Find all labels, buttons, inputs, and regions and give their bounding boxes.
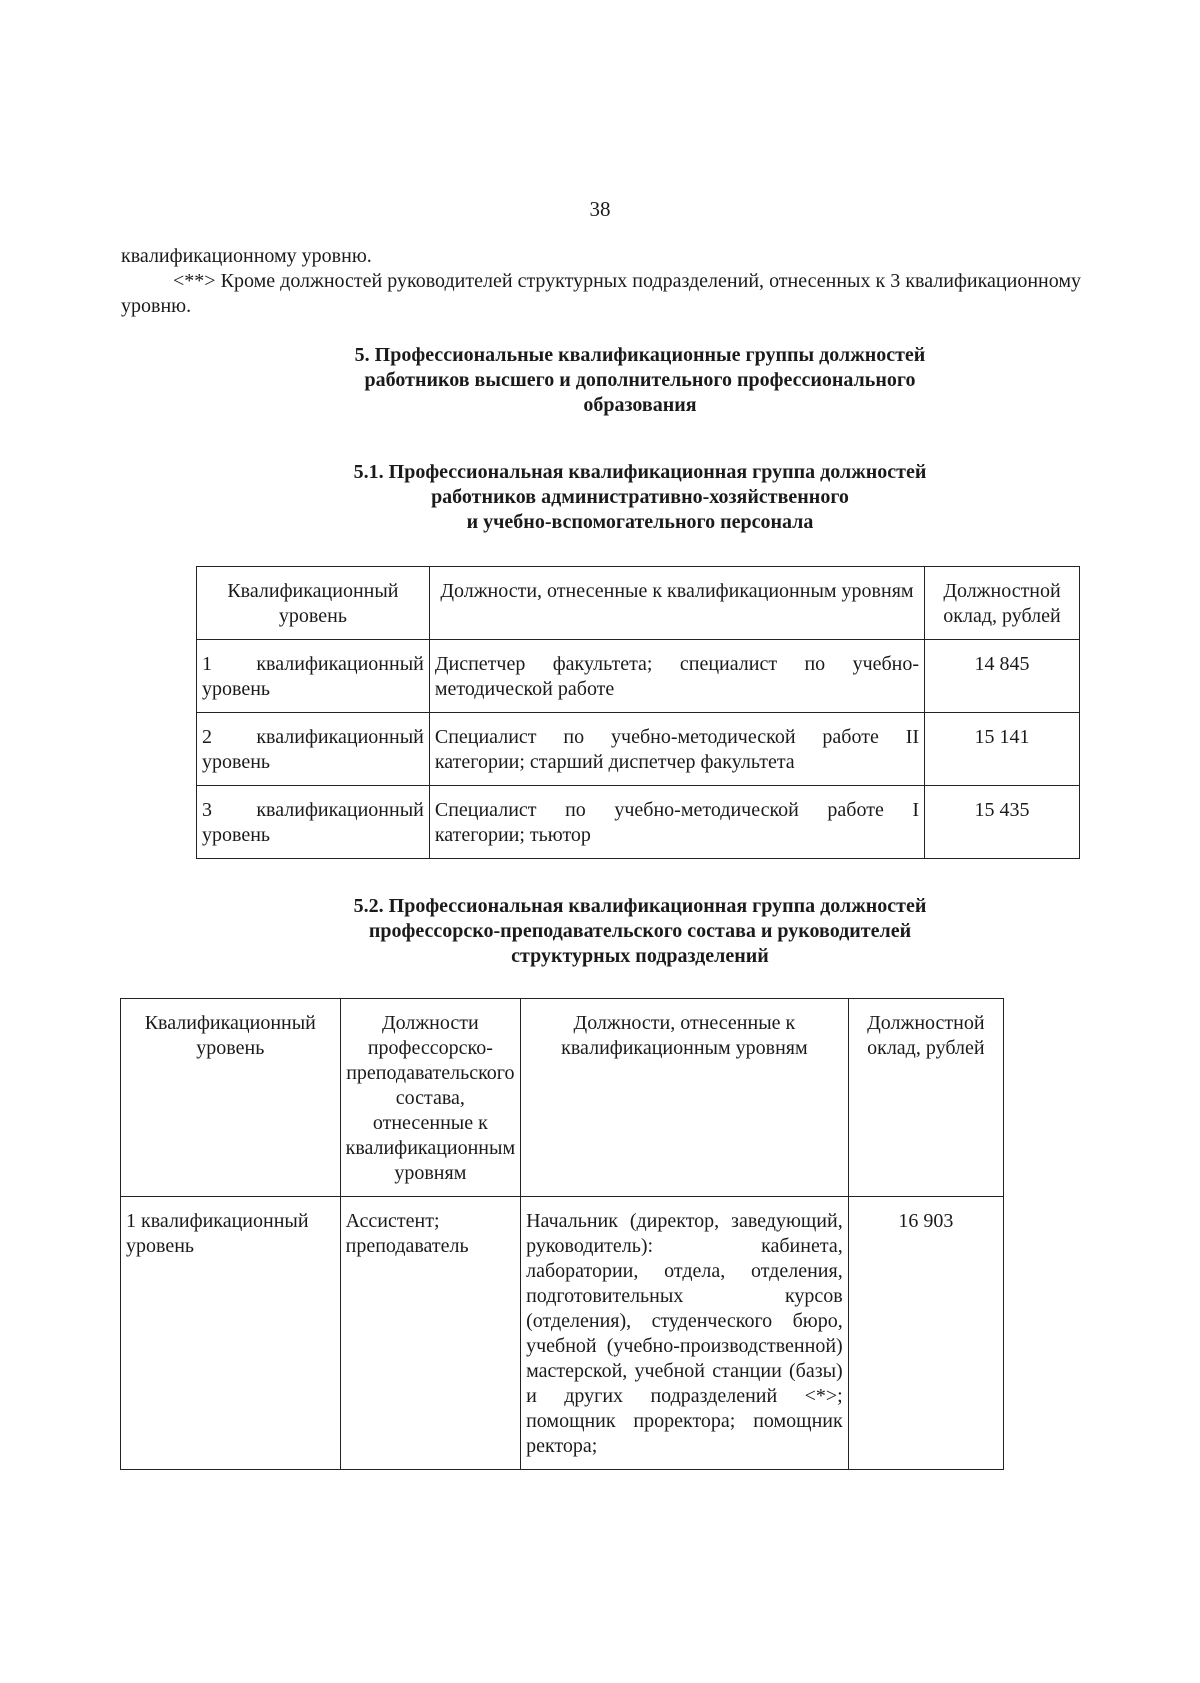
- positions-cell: Начальник (директор, заведующий, руководитель): кабинета, лаборатории, отдела, отделения, подготовительных курсов (отделения), студенческого бюро, учебной (учебно-производственной) мастерской, учебной станции (базы) и других подразделений <*>; помощник проректора; помощник ректора;: [521, 1197, 849, 1470]
- salary-cell: 16 903: [848, 1197, 1003, 1470]
- section-5-2-heading: [200, 894, 1080, 969]
- section-5-heading: [200, 343, 1080, 418]
- intro-text: [121, 244, 1081, 319]
- positions-cell: Специалист по учебно-методической работе I категории; тьютор: [429, 786, 924, 859]
- header-salary: Должностной оклад, рублей: [848, 999, 1003, 1197]
- heading-line: профессорско-преподавательского состава и руководителей: [368, 920, 912, 942]
- table-5-2: [120, 998, 1004, 1470]
- table-row: [197, 640, 1080, 713]
- positions-cell: Диспетчер факультета; специалист по учебно-методической работе: [429, 640, 924, 713]
- heading-line: работников административно-хозяйственного: [431, 486, 849, 508]
- header-salary: Должностной оклад, рублей: [925, 567, 1080, 640]
- level-cell: 1 квалификационный уровень: [197, 640, 430, 713]
- level-cell: 1 квалификационный уровень: [121, 1197, 341, 1470]
- footnote-text: <**> Кроме должностей руководителей структурных подразделений, отнесенных к 3 квалификационному уровню.: [121, 270, 1081, 317]
- salary-cell: 15 141: [925, 713, 1080, 786]
- level-cell: 2 квалификационный уровень: [197, 713, 430, 786]
- table-row: [197, 786, 1080, 859]
- header-positions: Должности, отнесенные к квалификационным уровням: [429, 567, 924, 640]
- section-5-1-heading: [200, 460, 1080, 535]
- heading-line: и учебно-вспомогательного персонала: [466, 511, 814, 533]
- header-level: Квалификационный уровень: [121, 999, 341, 1197]
- level-cell: 3 квалификационный уровень: [197, 786, 430, 859]
- table-row: [121, 1197, 1004, 1470]
- heading-line: образования: [583, 394, 697, 416]
- page-number: 38: [589, 197, 611, 221]
- heading-line: работников высшего и дополнительного профессионального: [364, 369, 916, 391]
- intro-line: квалификационному уровню.: [121, 245, 372, 267]
- header-teaching: Должности профессорско-преподавательского состава, отнесенные к квалификационным уровням: [340, 999, 520, 1197]
- table-5-1: [196, 566, 1080, 859]
- header-level: Квалификационный уровень: [197, 567, 430, 640]
- salary-cell: 14 845: [925, 640, 1080, 713]
- salary-cell: 15 435: [925, 786, 1080, 859]
- positions-cell: Специалист по учебно-методической работе II категории; старший диспетчер факультета: [429, 713, 924, 786]
- table-header-row: [197, 567, 1080, 640]
- heading-line: структурных подразделений: [511, 945, 769, 967]
- heading-line: 5.1. Профессиональная квалификационная группа должностей: [353, 461, 927, 483]
- table-header-row: [121, 999, 1004, 1197]
- heading-line: 5. Профессиональные квалификационные группы должностей: [354, 344, 926, 366]
- heading-line: 5.2. Профессиональная квалификационная группа должностей: [353, 895, 927, 917]
- header-positions: Должности, отнесенные к квалификационным уровням: [521, 999, 849, 1197]
- teaching-cell: Ассистент; преподаватель: [340, 1197, 520, 1470]
- table-row: [197, 713, 1080, 786]
